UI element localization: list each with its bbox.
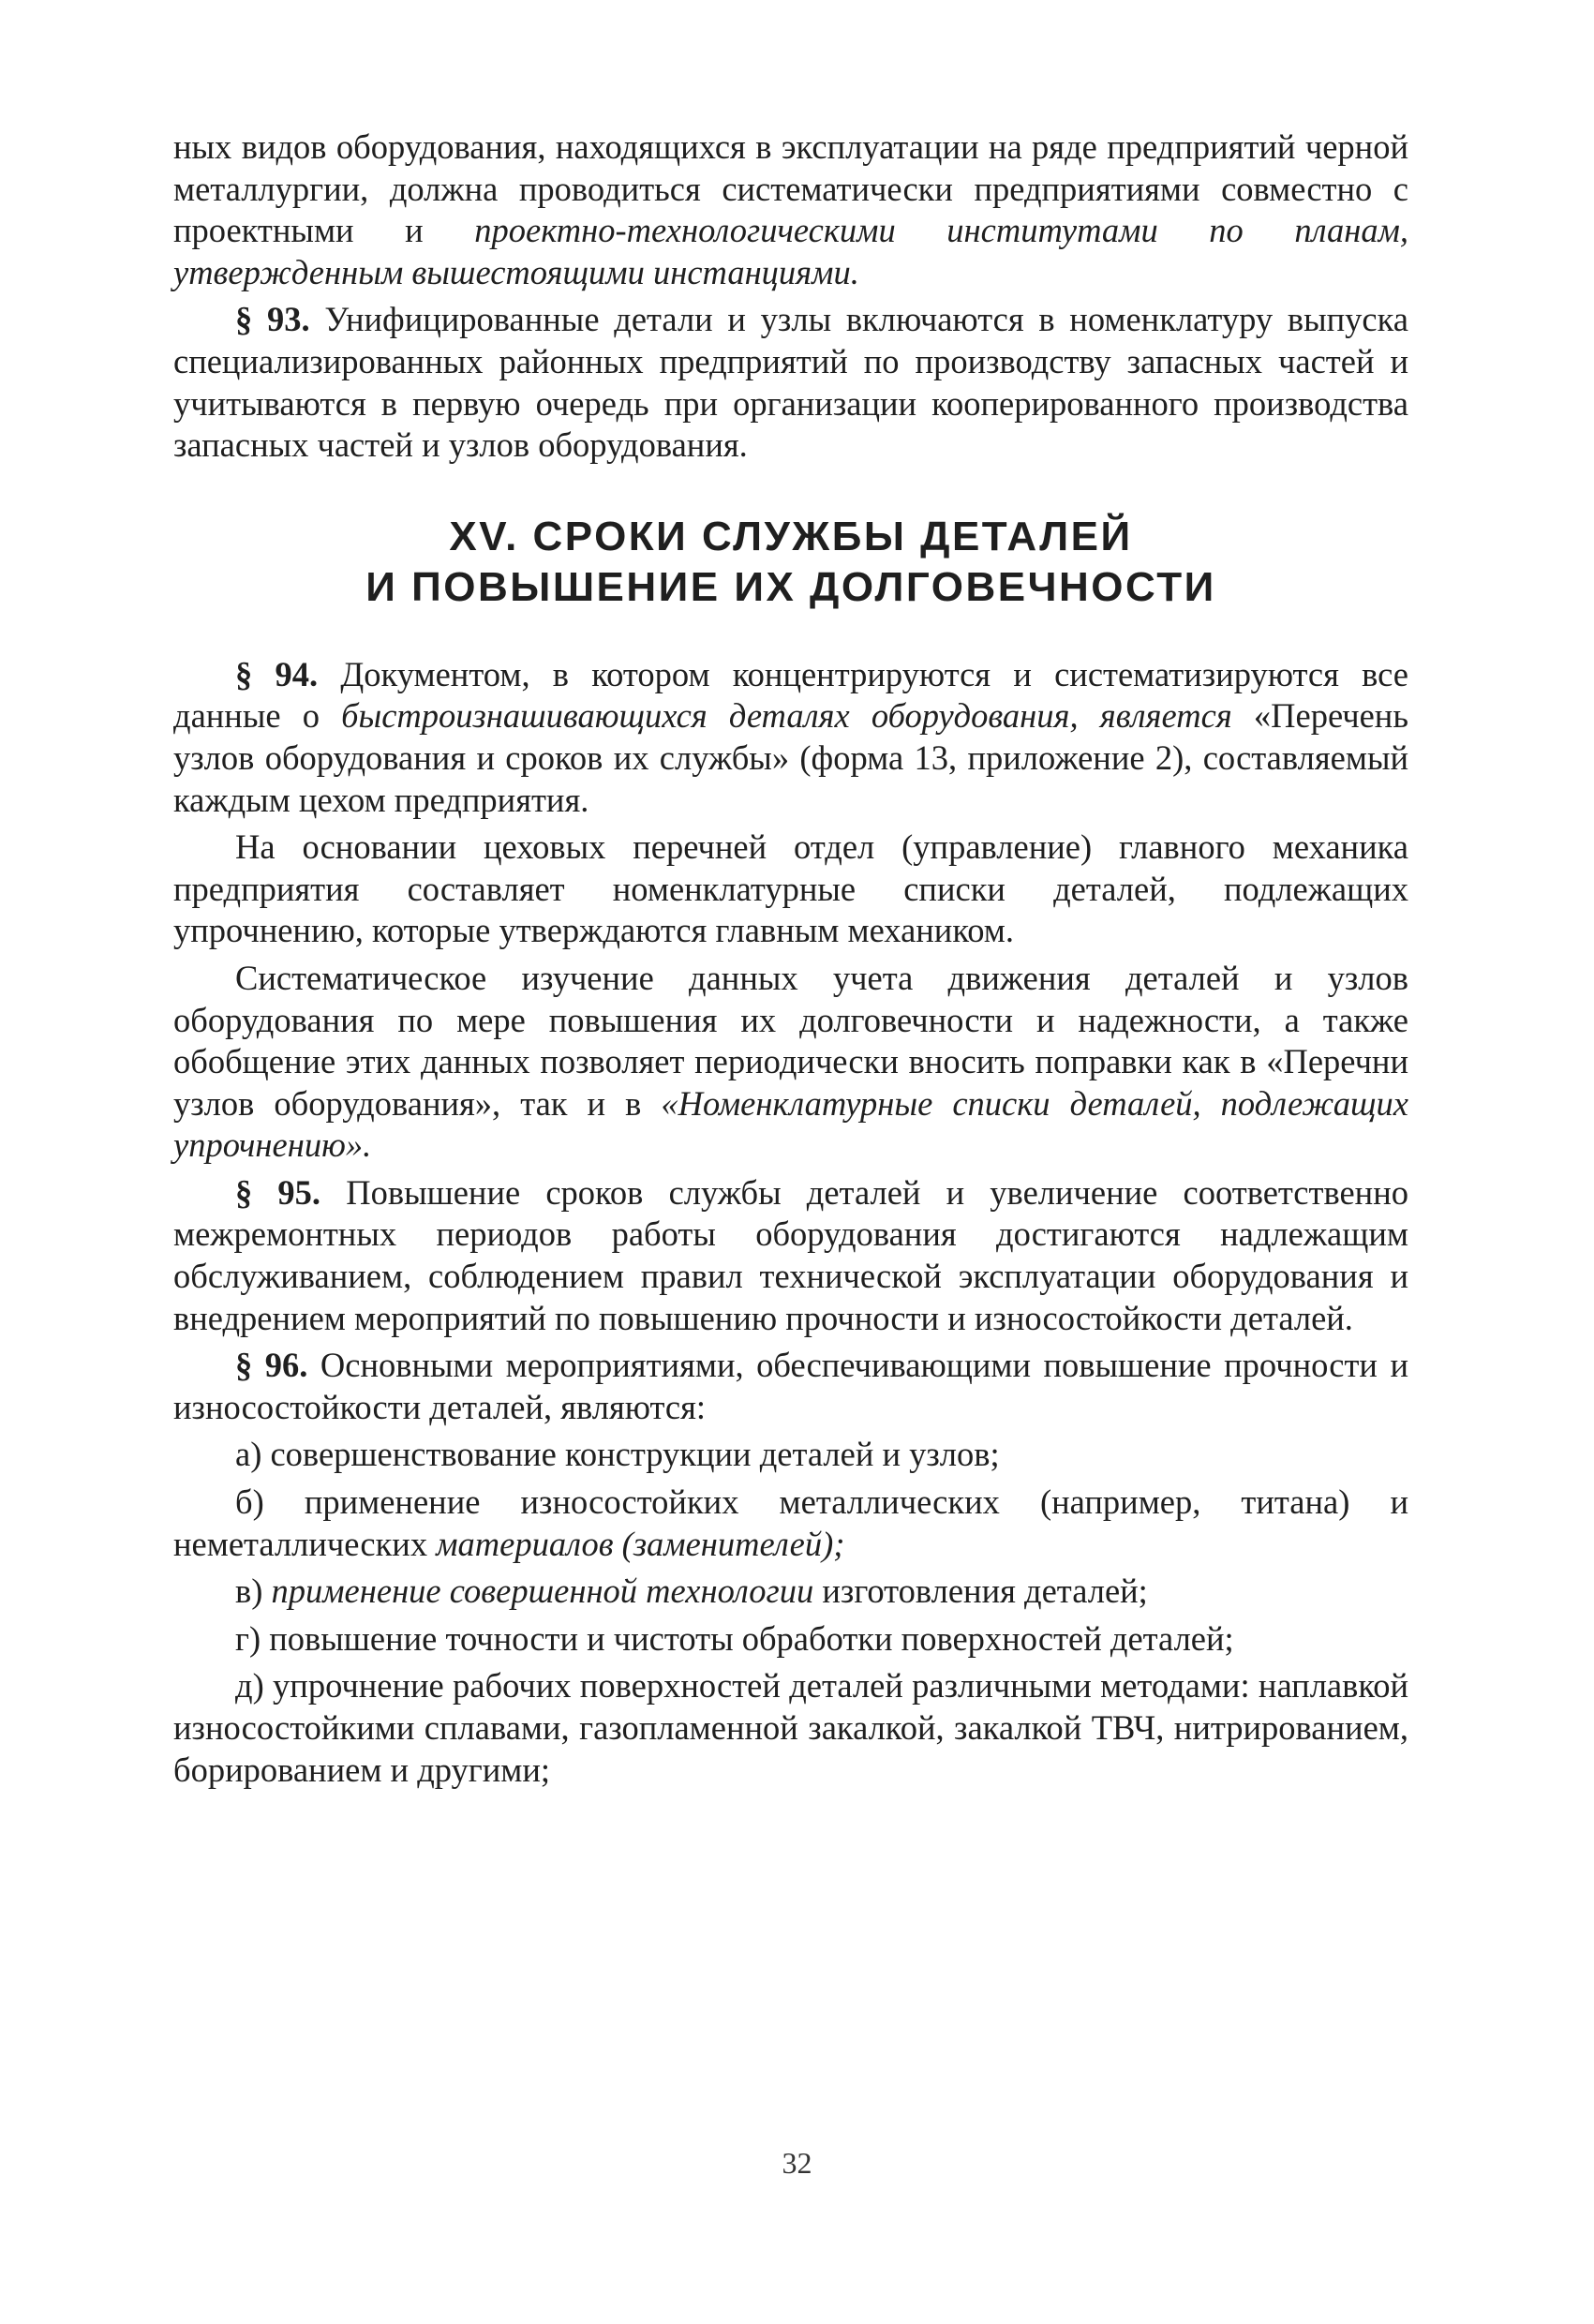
paragraph-text-italic: быстроизнашивающихся деталях оборудования, является [341, 696, 1232, 736]
paragraph-text: Основными мероприятиями, обеспечивающими повышение прочности и износостойкости деталей, являются: [173, 1346, 1408, 1426]
list-item-text: изготовления деталей; [813, 1572, 1148, 1611]
page-number: 32 [782, 2146, 812, 2180]
list-item-b [173, 1482, 1408, 1565]
document-page [173, 127, 1408, 1791]
paragraph-94-part-2 [173, 827, 1408, 952]
list-item-a [173, 1434, 1408, 1476]
list-item-marker: в) [235, 1572, 263, 1611]
list-item-v [173, 1571, 1408, 1613]
section-number: § 93. [235, 300, 310, 339]
paragraph-text: «Перечень узлов оборудования и сроков их службы» (форма 13, приложение 2), составляемый каждым цехом предприятия. [173, 696, 1408, 819]
list-item-g [173, 1618, 1408, 1661]
list-item-marker: а) [235, 1435, 262, 1474]
list-item-text: применение износостойких металлических (например, титана) и неметаллических [173, 1482, 1408, 1563]
paragraph-text-italic: проектно-технологическими институтами по планам, утвержденным вышестоящими инстанциями. [173, 211, 1408, 291]
list-item-text: упрочнение рабочих поверхностей деталей различными методами: наплавкой износостойкими сплавами, газопламенной закалкой, закалкой ТВЧ, нитрированием, борированием и другими; [173, 1666, 1409, 1789]
paragraph-94-part-3 [173, 958, 1408, 1167]
paragraph-text-italic: «Номенклатурные списки деталей, подлежащих упрочнению». [173, 1083, 1409, 1165]
section-number: § 96. [235, 1346, 308, 1385]
section-number: § 94. [235, 654, 319, 693]
paragraph-95 [173, 1172, 1408, 1339]
paragraph-96 [173, 1345, 1408, 1428]
section-heading [173, 512, 1408, 613]
list-item-text-italic: применение совершенной технологии [271, 1572, 814, 1611]
paragraph-text: Унифицированные детали и узлы включаются в номенклатуру выпуска специализированных районных предприятий по производству запасных частей и учитываются в первую очередь при организации кооперированного производства запасных частей и узлов оборудования. [173, 300, 1409, 465]
list-item-marker: г) [235, 1618, 261, 1658]
paragraph-text: Повышение сроков службы деталей и увеличение соответственно межремонтных периодов работы оборудования достигаются надлежащим обслуживанием, соблюдением правил технической эксплуатации оборудования и внедрением мероприятий по повышению прочности и износостойкости деталей. [173, 1172, 1409, 1337]
list-item-d [173, 1665, 1408, 1791]
paragraph-text: Систематическое изучение данных учета движения деталей и узлов оборудования по мере повышения их долговечности и надежности, а также обобщение этих данных позволяет периодически вносить поправки как в «Перечни узлов оборудования», так и в [173, 958, 1408, 1123]
section-heading-line-1: XV. СРОКИ СЛУЖБЫ ДЕТАЛЕЙ [449, 513, 1133, 559]
list-item-text: совершенствование конструкции деталей и узлов; [270, 1435, 1000, 1474]
paragraph-93 [173, 299, 1408, 466]
list-item-text-italic: материалов (заменителей); [436, 1524, 845, 1563]
list-item-marker: б) [235, 1482, 264, 1522]
section-number: § 95. [235, 1172, 321, 1212]
paragraph-text: Документом, в котором концентрируются и систематизируются все данные о [173, 654, 1409, 736]
list-item-text: повышение точности и чистоты обработки поверхностей деталей; [269, 1618, 1234, 1658]
paragraph-text: ных видов оборудования, находящихся в эксплуатации на ряде предприятий черной металлургии, должна проводиться систематически предприятиями совместно с проектными и [173, 127, 1408, 250]
section-heading-line-2: И ПОВЫШЕНИЕ ИХ ДОЛГОВЕЧНОСТИ [365, 563, 1216, 610]
list-item-marker: д) [235, 1666, 264, 1706]
paragraph-continuation [173, 127, 1408, 293]
paragraph-94 [173, 654, 1408, 821]
paragraph-text: На основании цеховых перечней отдел (управление) главного механика предприятия составляет номенклатурные списки деталей, подлежащих упрочнению, которые утверждаются главным механиком. [173, 827, 1408, 950]
